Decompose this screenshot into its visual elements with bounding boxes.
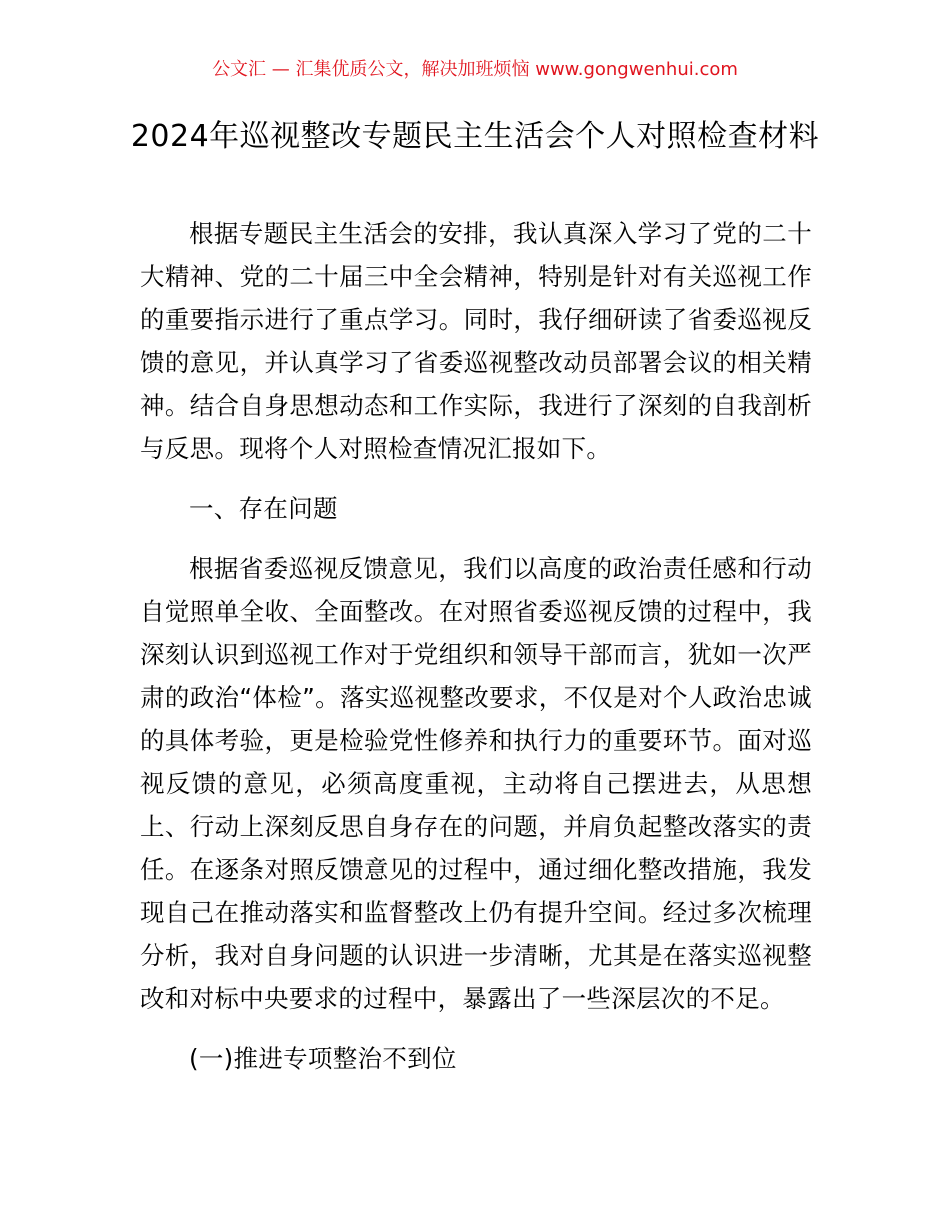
document-body xyxy=(140,212,812,1097)
intro-paragraph: 根据专题民主生活会的安排，我认真深入学习了党的二十大精神、党的二十届三中全会精神，特别是针对有关巡视工作的重要指示进行了重点学习。同时，我仔细研读了省委巡视反馈的意见，并认真学习了省委巡视整改动员部署会议的相关精神。结合自身思想动态和工作实际，我进行了深刻的自我剖析与反思。现将个人对照检查情况汇报如下。 xyxy=(140,219,812,463)
subsection-heading: (一)推进专项整治不到位 xyxy=(189,1044,457,1073)
issues-paragraph: 根据省委巡视反馈意见，我们以高度的政治责任感和行动自觉照单全收、全面整改。在对照省委巡视反馈的过程中，我深刻认识到巡视工作对于党组织和领导干部而言，犹如一次严肃的政治“体检”。落实巡视整改要求，不仅是对个人政治忠诚的具体考验，更是检验党性修养和执行力的重要环节。面对巡视反馈的意见，必须高度重视，主动将自己摆进去，从思想上、行动上深刻反思自身存在的问题，并肩负起整改落实的责任。在逐条对照反馈意见的过程中，通过细化整改措施，我发现自己在推动落实和监督整改上仍有提升空间。经过多次梳理分析，我对自身问题的认识进一步清晰，尤其是在落实巡视整改和对标中央要求的过程中，暴露出了一些深层次的不足。 xyxy=(140,554,812,1013)
section-heading: 一、存在问题 xyxy=(189,494,338,523)
header-watermark: 公文汇 — 汇集优质公文，解决加班烦恼 www.gongwenhui.com xyxy=(212,59,738,80)
document-title: 2024年巡视整改专题民主生活会个人对照检查材料 xyxy=(130,119,820,154)
